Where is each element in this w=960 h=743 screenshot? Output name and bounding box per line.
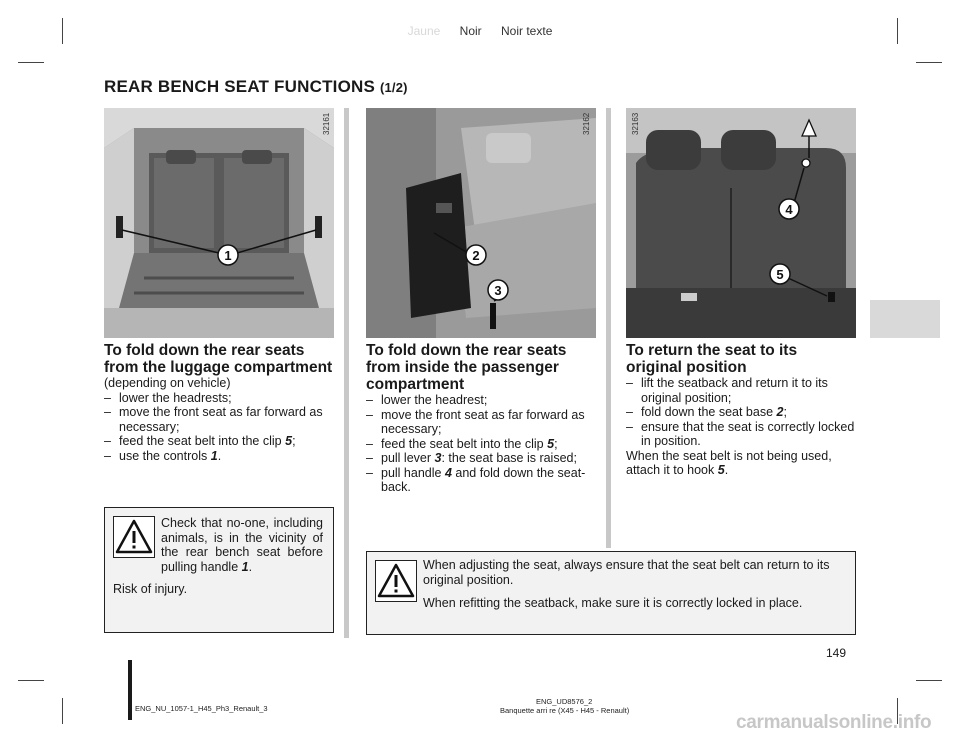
ref-number: 1 <box>210 448 218 463</box>
photo-rear-seat <box>626 108 856 338</box>
warning-triangle-frame <box>113 516 155 558</box>
page-title-suffix: (1/2) <box>379 80 408 95</box>
warning-text: Check that no-one, including animals, is in the vicinity of the rear bench seat before pulling handle 1. <box>161 516 323 574</box>
ref-number: 5 <box>547 436 555 451</box>
callout-4: 4 <box>785 202 793 217</box>
list-item: – lower the headrests; <box>104 391 336 406</box>
callout-3: 3 <box>494 283 502 298</box>
ref-number: 1 <box>241 559 249 574</box>
warning-risk: Risk of injury. <box>113 582 188 596</box>
callout-2: 2 <box>472 248 480 263</box>
warning-triangle-icon <box>376 561 416 601</box>
list-item: – pull lever 3: the seat base is raised; <box>366 451 596 466</box>
list-item: – pull handle 4 and fold down the seat-back. <box>366 466 596 495</box>
list-item: – fold down the seat base 2; <box>626 405 856 420</box>
list-item: – feed the seat belt into the clip 5; <box>366 437 596 452</box>
ref-number: 4 <box>444 465 452 480</box>
crop-mark <box>18 680 44 681</box>
page-title-main: REAR BENCH SEAT FUNCTIONS <box>104 77 376 96</box>
print-color-marks <box>0 24 960 38</box>
section-subheading: (depending on vehicle) <box>104 376 231 390</box>
photo-code: 32163 <box>631 112 640 135</box>
list-item: – move the front seat as far forward as necessary; <box>366 408 596 437</box>
footer-left: ENG_NU_1057-1_H45_Ph3_Renault_3 <box>135 704 268 713</box>
column-return-seat <box>626 342 856 478</box>
list-item: – lower the headrest; <box>366 393 596 408</box>
footer-right-line1: ENG_UD8576_2 <box>536 697 593 706</box>
instruction-list <box>104 391 336 464</box>
section-heading: To return the seat to its original position <box>626 342 798 376</box>
list-item: – feed the seat belt into the clip 5; <box>104 434 336 449</box>
column-separator <box>344 108 349 638</box>
footer-right-line2: Banquette arri re (X45 - H45 - Renault) <box>500 706 630 715</box>
watermark: carmanualsonline.info <box>736 712 932 733</box>
mark-jaune: Jaune <box>407 24 441 38</box>
instruction-list <box>626 376 856 449</box>
warning-box-injury <box>104 507 334 633</box>
section-heading: To fold down the rear seats from the luggage compartment <box>104 342 333 376</box>
warning-text-line2: When refitting the seatback, make sure it is correctly locked in place. <box>423 596 803 610</box>
warning-text-line1: When adjusting the seat, always ensure that the seat belt can return to its original position. <box>423 558 830 587</box>
photo-code: 32162 <box>582 112 591 135</box>
list-item: – move the front seat as far forward as necessary; <box>104 405 336 434</box>
crop-mark <box>62 698 63 724</box>
ref-number: 5 <box>717 463 725 477</box>
ref-number: 3 <box>434 451 442 465</box>
warning-triangle-icon <box>114 517 154 557</box>
mark-noir: Noir <box>459 24 482 38</box>
crop-mark <box>916 680 942 681</box>
callout-5: 5 <box>776 267 784 282</box>
section-heading: To fold down the rear seats from inside the passenger compartment <box>366 342 567 393</box>
page-title <box>104 77 408 97</box>
page-number: 149 <box>826 646 847 660</box>
instruction-list <box>366 393 596 495</box>
binding-bar <box>128 660 132 720</box>
crop-mark <box>916 62 942 63</box>
list-item: – lift the seatback and return it to its original position; <box>626 376 856 405</box>
ref-number: 2 <box>776 405 784 419</box>
mark-noir-texte: Noir texte <box>501 24 553 38</box>
photo-passenger-compartment <box>366 108 596 338</box>
callout-1: 1 <box>224 248 232 263</box>
rear-seat-illustration <box>626 108 856 338</box>
photo-code: 32161 <box>322 112 331 135</box>
crop-mark <box>18 62 44 63</box>
luggage-compartment-illustration <box>104 108 334 338</box>
ref-number: 5 <box>285 434 293 448</box>
list-item: – use the controls 1. <box>104 449 336 464</box>
warning-box-seatbelt <box>366 551 856 635</box>
photo-luggage-compartment <box>104 108 334 338</box>
list-item: – ensure that the seat is correctly locked in position. <box>626 420 856 449</box>
column-separator <box>606 108 611 548</box>
note-text: When the seat belt is not being used, attach it to hook 5. <box>626 448 832 477</box>
column-passenger-compartment <box>366 342 596 495</box>
warning-triangle-frame <box>375 560 417 602</box>
section-side-tab <box>870 300 940 338</box>
column-luggage-compartment <box>104 342 336 463</box>
passenger-compartment-illustration <box>366 108 596 338</box>
